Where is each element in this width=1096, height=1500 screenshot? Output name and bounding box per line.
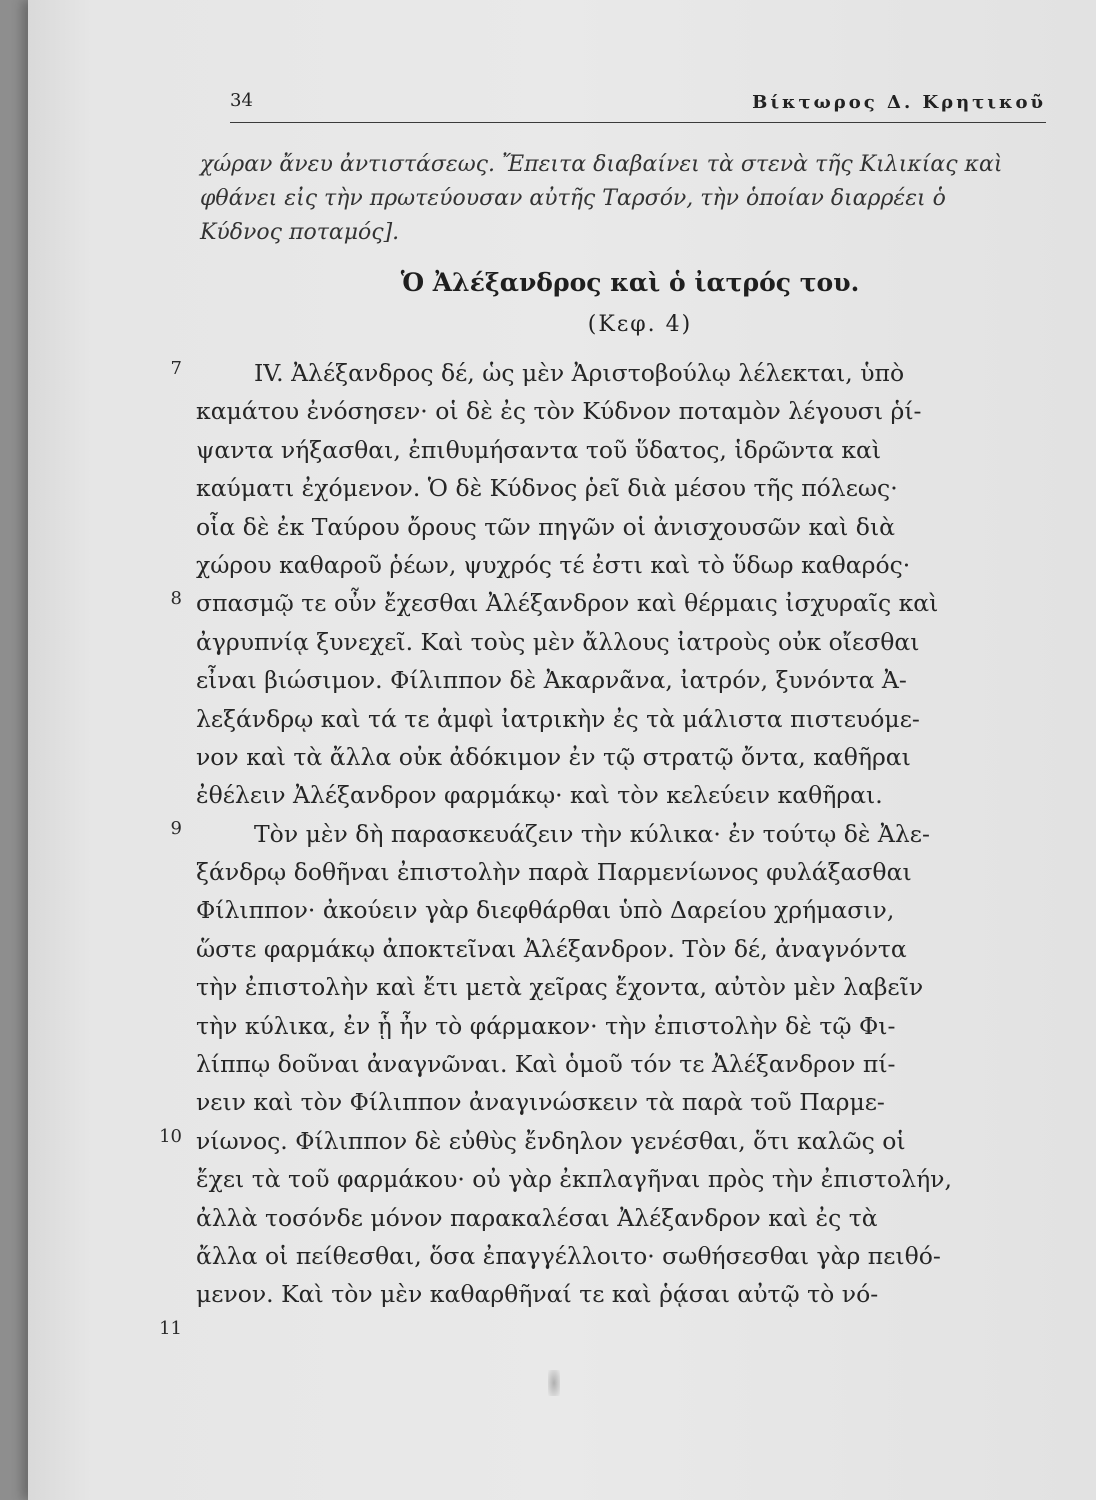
- text-line: τὴν ἐπιστολὴν καὶ ἔτι μετὰ χεῖρας ἔχοντα, αὐτὸν μὲν λαβεῖν: [196, 973, 924, 1002]
- section-title: Ὁ Ἀλέξανδρος καὶ ὁ ἰατρός του.: [400, 268, 860, 297]
- text-line: IV. Ἀλέξανδρος δέ, ὡς μὲν Ἀριστοβούλῳ λέλεκται, ὑπὸ: [254, 359, 905, 387]
- text-line: σπασμῷ τε οὖν ἔχεσθαι Ἀλέξανδρον καὶ θέρμαις ἰσχυραῖς καὶ: [196, 589, 939, 618]
- text-line: τὴν κύλικα, ἐν ᾗ ἦν τὸ φάρμακον· τὴν ἐπιστολὴν δὲ τῷ Φι-: [196, 1011, 896, 1040]
- ink-smudge: [548, 1370, 560, 1396]
- text-line: ὥστε φαρμάκῳ ἀποκτεῖναι Ἀλέξανδρον. Τὸν δέ, ἀναγνόντα: [196, 934, 907, 963]
- text-line: ἔχει τὰ τοῦ φαρμάκου· οὐ γὰρ ἐκπλαγῆναι πρὸς τὴν ἐπιστολήν,: [196, 1165, 952, 1194]
- text-line: ξάνδρῳ δοθῆναι ἐπιστολὴν παρὰ Παρμενίωνος φυλάξασθαι: [196, 858, 912, 887]
- text-line: νίωνος. Φίλιππον δὲ εὐθὺς ἔνδηλον γενέσθαι, ὅτι καλῶς οἱ: [196, 1126, 906, 1155]
- running-head: Βίκτωρος Δ. Κρητικοῦ: [752, 92, 1046, 113]
- text-line: Τὸν μὲν δὴ παρασκευάζειν τὴν κύλικα· ἐν τούτῳ δὲ Ἀλε-: [254, 819, 930, 848]
- intro-line: Κύδνος ποταμός].: [200, 220, 400, 245]
- text-line: ἀγρυπνίᾳ ξυνεχεῖ. Καὶ τοὺς μὲν ἄλλους ἰατροὺς οὐκ οἴεσθαι: [196, 627, 920, 656]
- margin-number: 11: [159, 1318, 182, 1339]
- intro-paragraph: [200, 148, 1020, 250]
- margin-number: 7: [170, 358, 182, 379]
- intro-line: χώραν ἄνευ ἀντιστάσεως. Ἔπειτα διαβαίνει τὰ στενὰ τῆς Κιλικίας καὶ: [200, 152, 1003, 177]
- text-line: εἶναι βιώσιμον. Φίλιππον δὲ Ἀκαρνᾶνα, ἰατρόν, ξυνόντα Ἀ-: [196, 666, 907, 695]
- text-line: χώρου καθαροῦ ῥέων, ψυχρός τέ ἐστι καὶ τὸ ὕδωρ καθαρός·: [196, 550, 911, 579]
- text-line: μενον. Καὶ τὸν μὲν καθαρθῆναί τε καὶ ῥᾴσαι αὐτῷ τὸ νό-: [196, 1280, 879, 1309]
- text-line: καμάτου ἐνόσησεν· οἱ δὲ ἐς τὸν Κύδνον ποταμὸν λέγουσι ῥί-: [196, 397, 922, 426]
- page-number: 34: [230, 90, 253, 111]
- text-line: νειν καὶ τὸν Φίλιππον ἀναγινώσκειν τὰ παρὰ τοῦ Παρμε-: [196, 1088, 885, 1117]
- text-line: ψαντα νήξασθαι, ἐπιθυμήσαντα τοῦ ὕδατος, ἱδρῶντα καὶ: [196, 435, 882, 464]
- page-header: [230, 90, 1046, 123]
- text-line: Φίλιππον· ἀκούειν γὰρ διεφθάρθαι ὑπὸ Δαρείου χρήμασιν,: [196, 896, 895, 925]
- chapter-reference: (Κεφ. 4): [587, 312, 693, 337]
- intro-line: φθάνει εἰς τὴν πρωτεύουσαν αὐτῆς Ταρσόν, τὴν ὁποίαν διαρρέει ὁ: [200, 186, 946, 211]
- margin-number: 9: [170, 818, 182, 839]
- margin-number: 10: [159, 1126, 182, 1147]
- text-line: ἀλλὰ τοσόνδε μόνον παρακαλέσαι Ἀλέξανδρον καὶ ἐς τὰ: [196, 1203, 878, 1232]
- text-line: ἄλλα οἱ πείθεσθαι, ὅσα ἐπαγγέλλοιτο· σωθήσεσθαι γὰρ πειθό-: [196, 1241, 941, 1270]
- text-line: καύματι ἐχόμενον. Ὁ δὲ Κύδνος ῥεῖ διὰ μέσου τῆς πόλεως·: [196, 474, 898, 503]
- text-line: νον καὶ τὰ ἄλλα οὐκ ἀδόκιμον ἐν τῷ στρατῷ ὄντα, καθῆραι: [196, 742, 911, 771]
- text-line: οἷα δὲ ἐκ Ταύρου ὄρους τῶν πηγῶν οἱ ἀνισχουσῶν καὶ διὰ: [196, 512, 896, 541]
- body-text: [196, 354, 1026, 1314]
- margin-number: 8: [170, 588, 182, 609]
- text-line: ἐθέλειν Ἀλέξανδρον φαρμάκῳ· καὶ τὸν κελεύειν καθῆραι.: [196, 781, 883, 810]
- text-line: λεξάνδρῳ καὶ τά τε ἀμφὶ ἰατρικὴν ἐς τὰ μάλιστα πιστευόμε-: [196, 704, 920, 733]
- text-line: λίππῳ δοῦναι ἀναγνῶναι. Καὶ ὁμοῦ τόν τε Ἀλέξανδρον πί-: [196, 1050, 896, 1079]
